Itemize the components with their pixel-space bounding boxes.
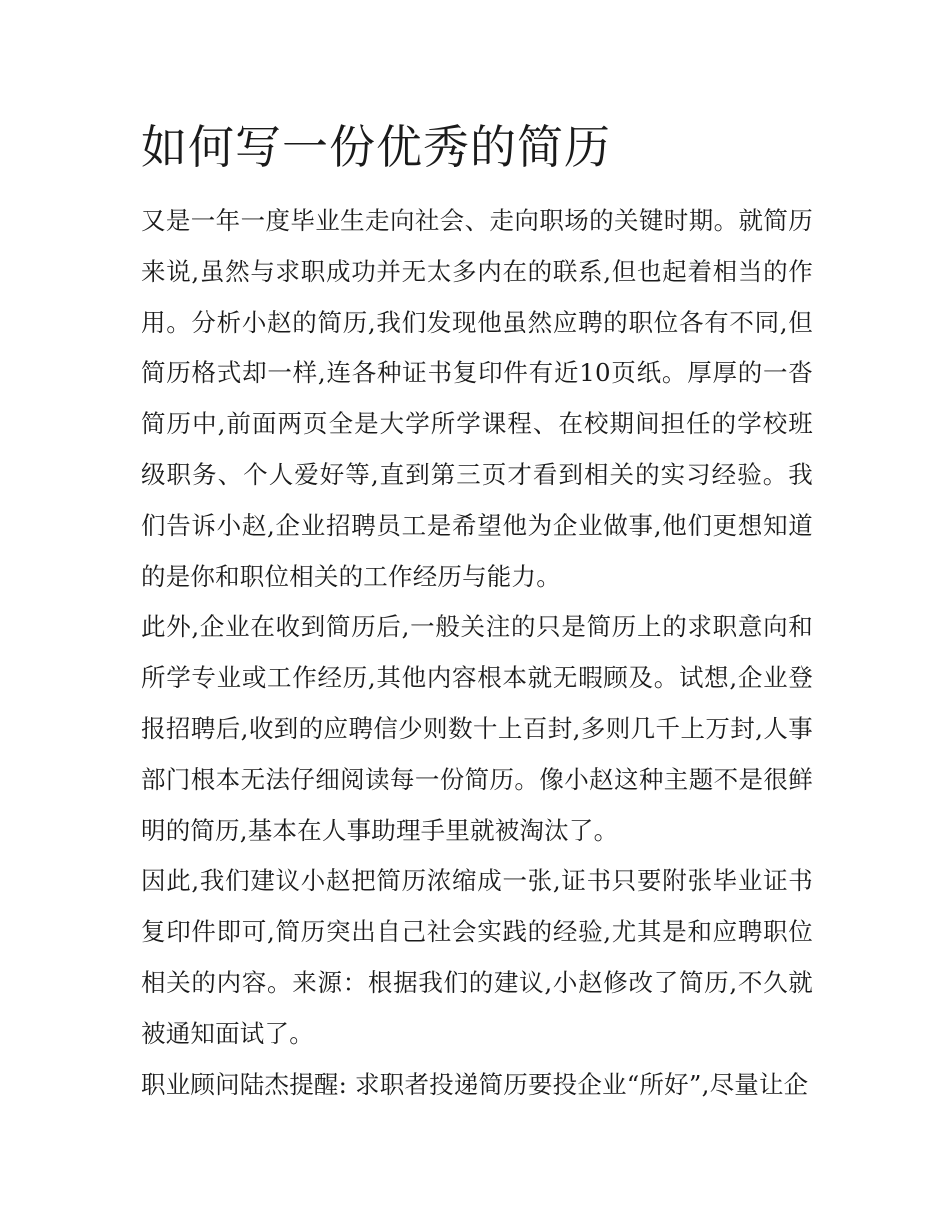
paragraph-4: 职业顾问陆杰提醒: 求职者投递简历要投企业“所好”,尽量让企: [141, 1069, 809, 1099]
paragraph-3: 因此,我们建议小赵把简历浓缩成一张,证书只要附张毕业证书复印件即可,简历突出自己社会实践的经验,尤其是和应聘职位相关的内容。来源：根据我们的建议,小赵修改了简历,不久就被通知面试了。: [141, 866, 813, 1048]
document-body: [141, 112, 813, 1110]
document-title: 如何写一份优秀的简历: [141, 120, 611, 174]
paragraph-2: 此外,企业在收到简历后,一般关注的只是简历上的求职意向和所学专业或工作经历,其他内容根本就无暇顾及。试想,企业登报招聘后,收到的应聘信少则数十上百封,多则几千上万封,人事部门根本无法仔细阅读每一份简历。像小赵这种主题不是很鲜明的简历,基本在人事助理手里就被淘汰了。: [141, 612, 813, 845]
paragraph-1: 又是一年一度毕业生走向社会、走向职场的关键时期。就简历来说,虽然与求职成功并无太多内在的联系,但也起着相当的作用。分析小赵的简历,我们发现他虽然应聘的职位各有不同,但简历格式却一样,连各种证书复印件有近10页纸。厚厚的一沓简历中,前面两页全是大学所学课程、在校期间担任的学校班级职务、个人爱好等,直到第三页才看到相关的实习经验。我们告诉小赵,企业招聘员工是希望他为企业做事,他们更想知道的是你和职位相关的工作经历与能力。: [141, 206, 813, 591]
